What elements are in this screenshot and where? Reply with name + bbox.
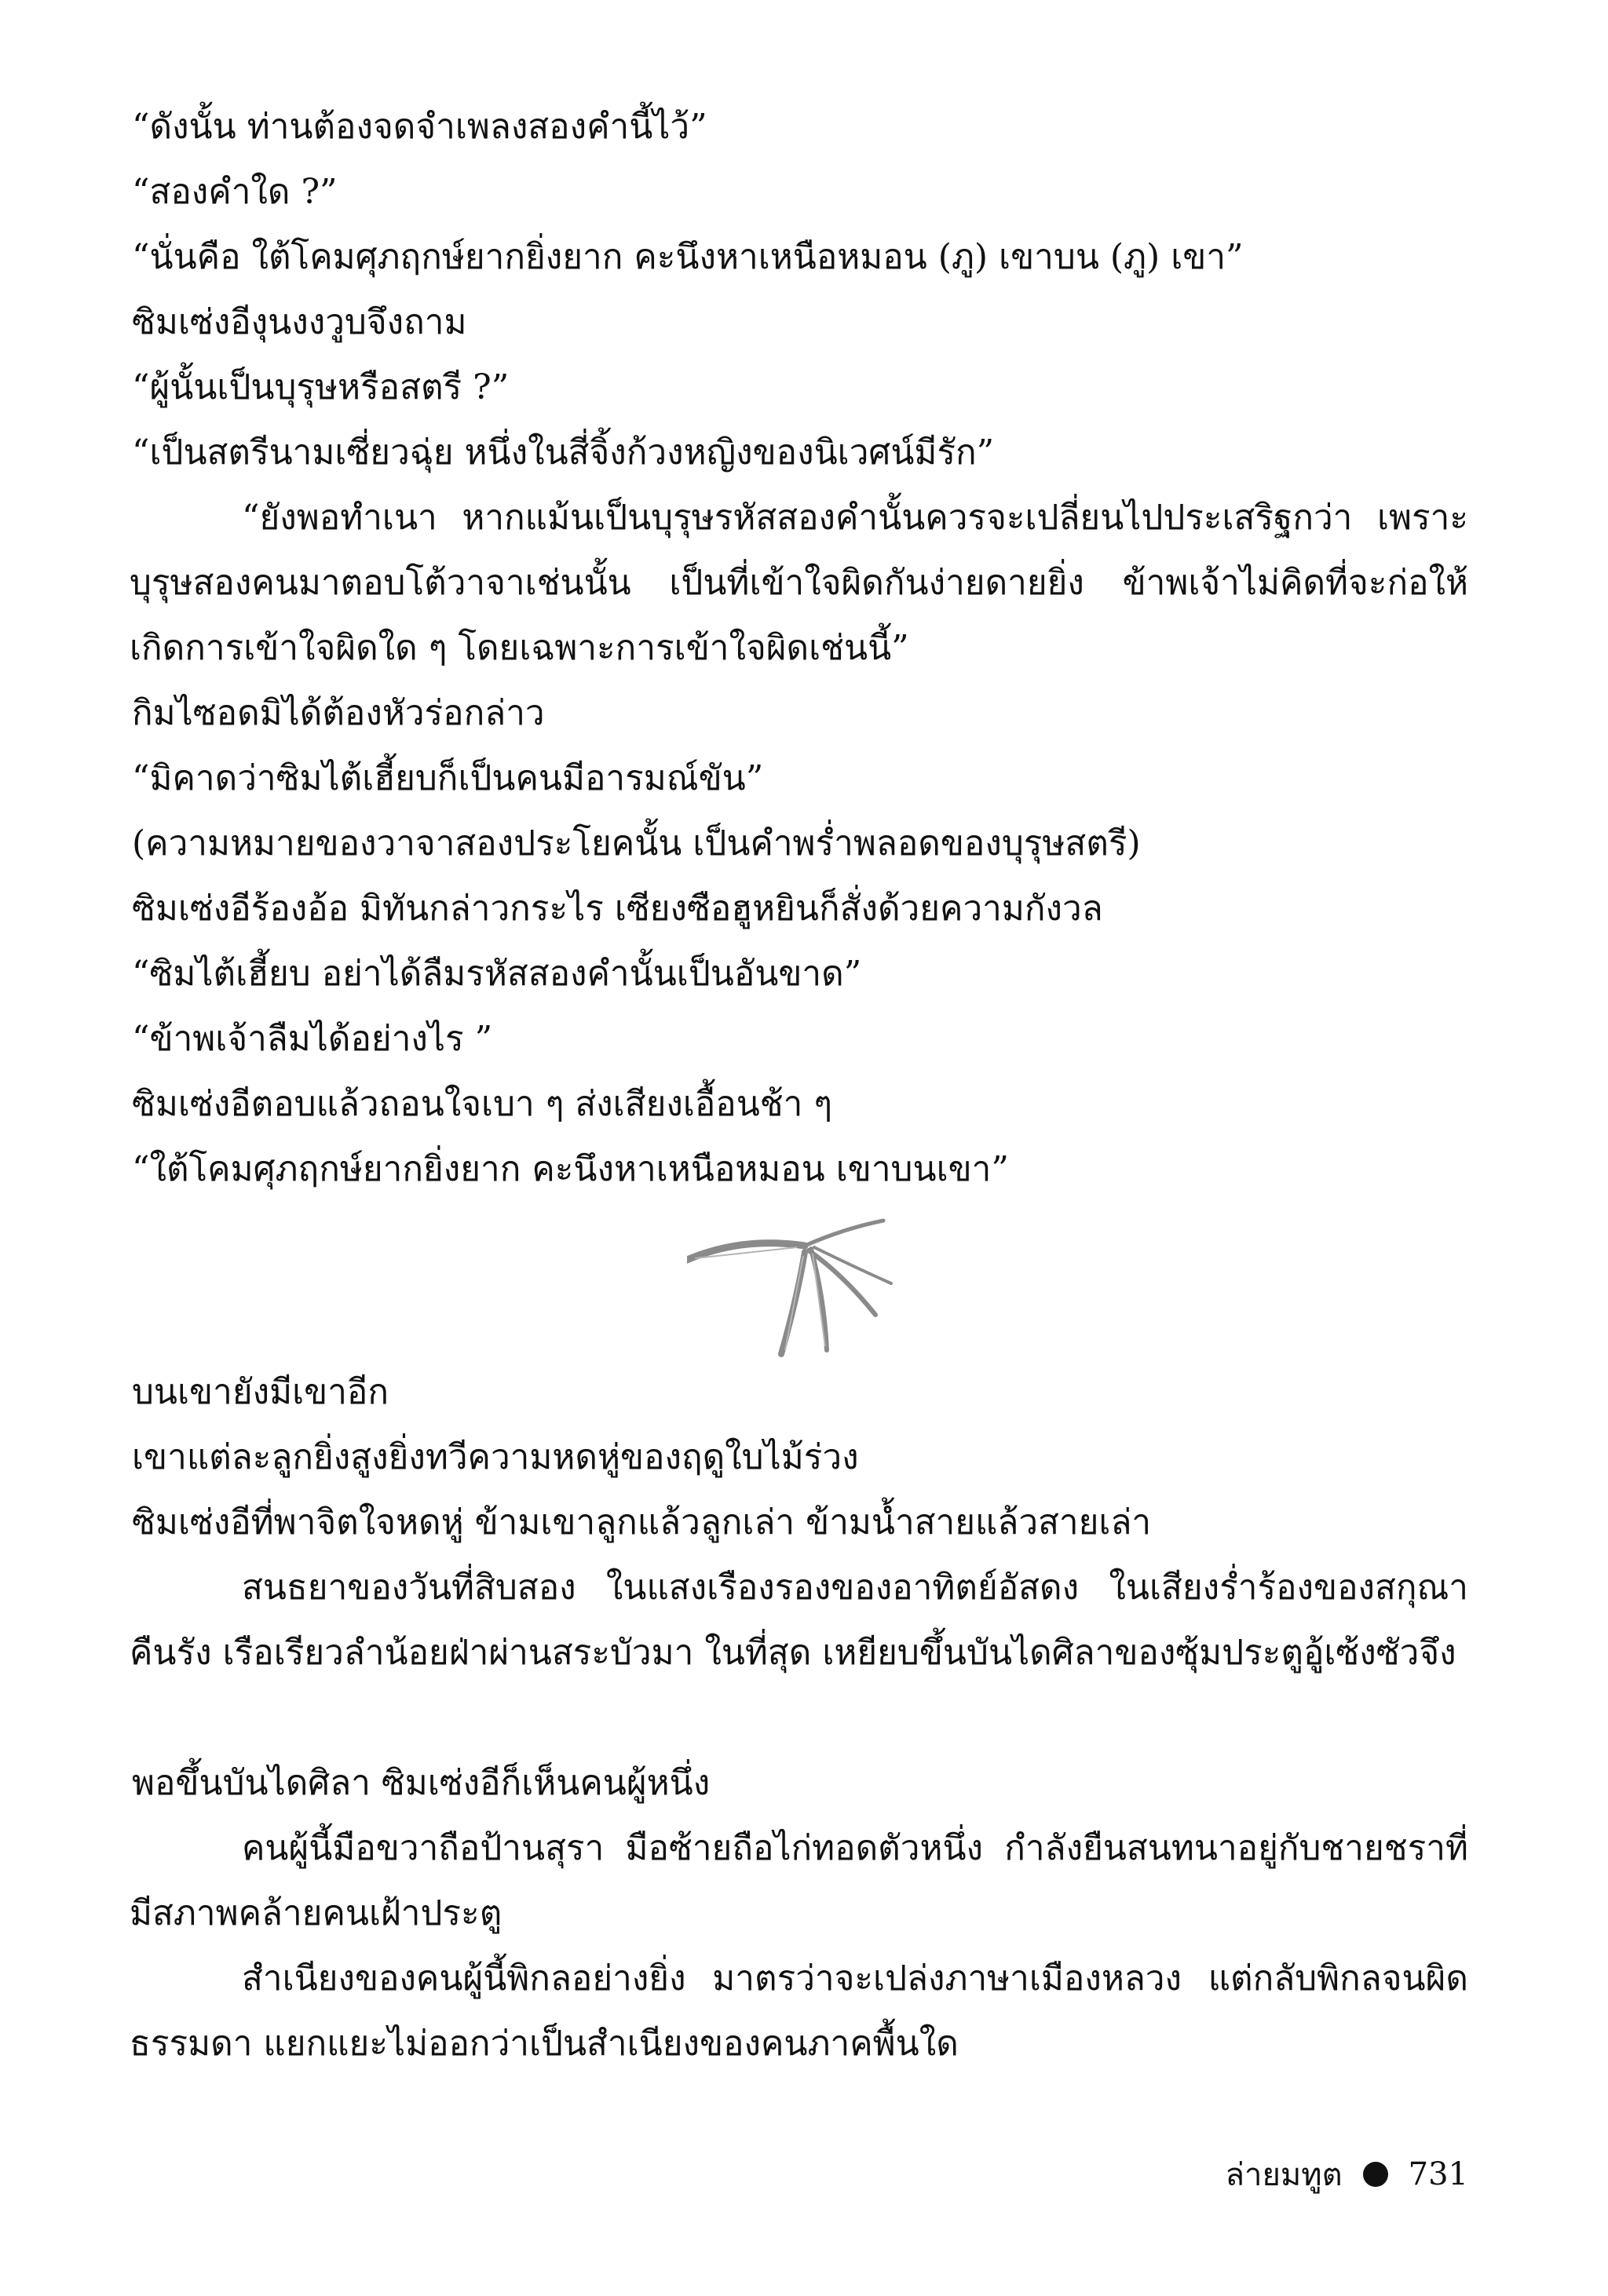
text-line: เขาแต่ละลูกยิ่งสูงยิ่งทวีความหดหู่ของฤดูใบไม้ร่วง bbox=[132, 1437, 859, 1477]
text-line: “มิคาดว่าซิมไต้เฮี้ยบก็เป็นคนมีอารมณ์ขัน” bbox=[132, 758, 764, 798]
paragraph: สนธยาของวันที่สิบสอง ในแสงเรืองรองของอาทิตย์อัสดง ในเสียงร่ำร้องของสกุณาคืนรัง เรือเรียวลำน้อยฝ่าผ่านสระบัวมา ในที่สุด เหยียบขึ้นบันไดศิลาของซุ้มประตูอู้เซ้งซัวจึง bbox=[130, 1568, 1468, 1673]
page-number: 731 bbox=[1408, 2156, 1468, 2192]
paragraph: “ยังพอทำเนา หากแม้นเป็นบุรุษรหัสสองคำนั้นควรจะเปลี่ยนไปประเสริฐกว่า เพราะบุรุษสองคนมาตอบโต้วาจาเช่นนั้น เป็นที่เข้าใจผิดกันง่ายดายยิ่ง ข้าพเจ้าไม่คิดที่จะก่อให้เกิดการเข้าใจผิดใด ๆ โดยเฉพาะการเข้าใจผิดเช่นนี้” bbox=[130, 498, 1468, 668]
text-line: “ดังนั้น ท่านต้องจดจำเพลงสองคำนี้ไว้” bbox=[132, 107, 707, 147]
text-line: “ซิมไต้เฮี้ยบ อย่าได้ลืมรหัสสองคำนั้นเป็นอันขาด” bbox=[132, 954, 862, 994]
page-footer bbox=[1099, 2147, 1468, 2202]
bullet-icon bbox=[1363, 2162, 1388, 2187]
text-line: “เป็นสตรีนามเซี่ยวฉุ่ย หนึ่งในสี่จิ้งก้วงหญิงของนิเวศน์มีรัก” bbox=[132, 433, 995, 473]
text-line: “ผู้นั้นเป็นบุรุษหรือสตรี ?” bbox=[132, 367, 510, 407]
text-line: ซิมเซ่งอีที่พาจิตใจหดหู่ ข้ามเขาลูกแล้วลูกเล่า ข้ามน้ำสายแล้วสายเล่า bbox=[132, 1502, 1152, 1542]
text-line: ซิมเซ่งอีตอบแล้วถอนใจเบา ๆ ส่งเสียงเอื้อนช้า ๆ bbox=[132, 1084, 832, 1124]
text-line: “นั่นคือ ใต้โคมศุภฤกษ์ยากยิ่งยาก คะนึงหาเหนือหมอน (ภู) เขาบน (ภู) เขา” bbox=[132, 237, 1244, 277]
text-line: กิมไซอดมิได้ต้องหัวร่อกล่าว bbox=[132, 693, 545, 733]
text-line: ซิมเซ่งอีร้องอ้อ มิทันกล่าวกระไร เซียงซือฮูหยินก็สั่งด้วยความกังวล bbox=[132, 889, 1103, 929]
book-title: ล่ายมทูต bbox=[1225, 2157, 1343, 2193]
text-line: พอขึ้นบันไดศิลา ซิมเซ่งอีก็เห็นคนผู้หนึ่ง bbox=[132, 1763, 711, 1803]
text-line: “ข้าพเจ้าลืมได้อย่างไร ” bbox=[132, 1019, 493, 1059]
paragraph: สำเนียงของคนผู้นี้พิกลอย่างยิ่ง มาตรว่าจะเปล่งภาษาเมืองหลวง แต่กลับพิกลจนผิดธรรมดา แยกแยะไม่ออกว่าเป็นสำเนียงของคนภาคพื้นใด bbox=[130, 1958, 1468, 2064]
text-line: บนเขายังมีเขาอีก bbox=[132, 1372, 389, 1412]
text-line: “ใต้โคมศุภฤกษ์ยากยิ่งยาก คะนึงหาเหนือหมอน เขาบนเขา” bbox=[132, 1149, 1009, 1189]
text-line: “สองคำใด ?” bbox=[132, 172, 338, 212]
paragraph: คนผู้นี้มือขวาถือป้านสุรา มือซ้ายถือไก่ทอดตัวหนึ่ง กำลังยืนสนทนาอยู่กับชายชราที่มีสภาพคล้ายคนเฝ้าประตู bbox=[130, 1828, 1468, 1933]
text-line: (ความหมายของวาจาสองประโยคนั้น เป็นคำพร่ำพลอดของบุรุษสตรี) bbox=[132, 823, 1141, 863]
bamboo-leaf-ornament-icon bbox=[687, 1213, 938, 1362]
text-line: ซิมเซ่งอีงุนงงวูบจึงถาม bbox=[132, 302, 467, 342]
